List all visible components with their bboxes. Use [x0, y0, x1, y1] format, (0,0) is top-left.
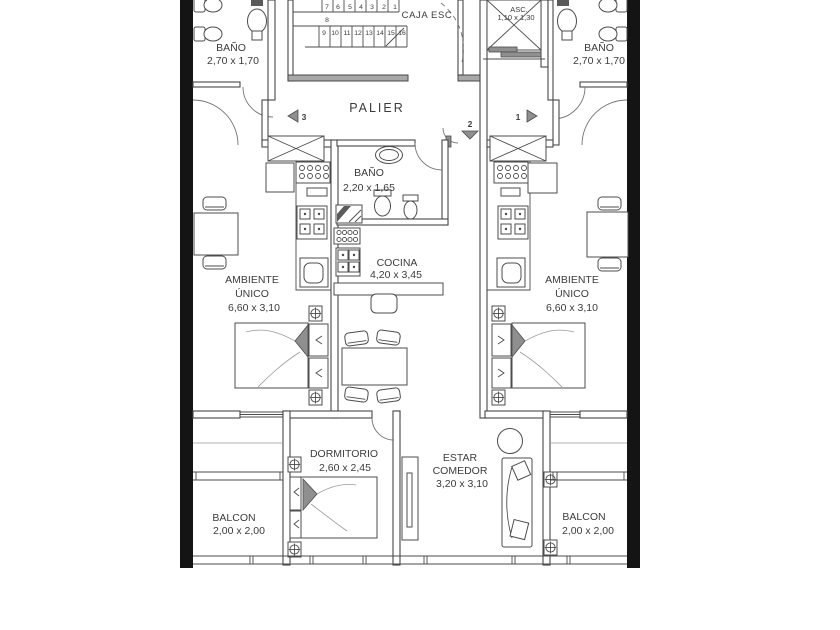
wall — [442, 140, 448, 225]
bidet-tank — [403, 195, 418, 201]
stair-step-number: 13 — [365, 30, 373, 37]
counter — [334, 283, 443, 295]
room-label: COMEDOR — [432, 465, 488, 477]
wall — [548, 0, 553, 100]
sink-pedestal — [252, 31, 262, 40]
counter-box — [307, 188, 327, 196]
bottom-slab — [193, 556, 627, 564]
apartment-right — [487, 136, 628, 405]
stair-step-number: 1 — [393, 4, 397, 11]
stair-step-number: 2 — [382, 4, 386, 11]
column-marker — [544, 540, 557, 555]
column-marker — [544, 472, 557, 487]
unit-number: 3 — [301, 112, 307, 122]
door-arc — [372, 418, 394, 440]
room-dims: 6,60 x 3,10 — [228, 302, 280, 314]
stair-step-number: 4 — [359, 4, 363, 11]
door-arc — [415, 143, 442, 170]
wall — [262, 100, 268, 145]
room-dims: 2,00 x 2,00 — [562, 525, 614, 537]
stair-step-number: 16 — [398, 30, 406, 37]
wardrobe-door — [407, 473, 412, 527]
door-arc — [582, 100, 627, 145]
room-label: AMBIENTE — [545, 274, 599, 286]
closet-box — [309, 324, 328, 356]
wall — [193, 82, 240, 87]
stair-step-number: 10 — [331, 30, 339, 37]
closet-box — [492, 358, 511, 388]
table-icon — [587, 212, 628, 257]
stair-step-number: 15 — [387, 30, 395, 37]
door-arc — [193, 100, 238, 145]
room-label: BAÑO — [216, 42, 246, 54]
bidet-icon — [404, 201, 417, 219]
room-label: ESTAR — [442, 452, 478, 464]
room-label-asc: ASC. — [510, 5, 528, 14]
sink-icon — [304, 263, 323, 283]
dining-table-center — [342, 330, 407, 404]
wall — [393, 411, 400, 565]
chair-icon — [203, 197, 226, 210]
room-label: BAÑO — [354, 167, 384, 179]
sink-icon — [248, 9, 267, 33]
drainer-sink-icon — [296, 162, 330, 183]
room-label-palier: PALIER — [349, 101, 405, 115]
room-dims: 2,70 x 1,70 — [207, 55, 259, 67]
fridge-icon — [266, 163, 294, 192]
room-dims: 2,20 x 1,65 — [343, 182, 395, 194]
window — [240, 412, 283, 417]
room-dims: 2,60 x 2,45 — [319, 462, 371, 474]
column-marker — [309, 306, 322, 321]
living-dining-estar — [433, 411, 557, 565]
wall — [580, 82, 627, 87]
closet-box — [309, 358, 328, 388]
room-label: BALCON — [212, 512, 256, 524]
unit-number: 2 — [467, 119, 473, 129]
wall-slab — [458, 75, 483, 81]
room-label: BAÑO — [584, 42, 614, 54]
room-dims: 6,60 x 3,10 — [546, 302, 598, 314]
stair-step-number: 14 — [376, 30, 384, 37]
wall — [553, 100, 559, 145]
wall — [541, 0, 548, 67]
stair-step-number: 5 — [348, 4, 352, 11]
column-marker — [288, 457, 301, 472]
wall — [268, 0, 275, 100]
stair-step-number: 9 — [322, 30, 326, 37]
column-marker — [288, 542, 301, 557]
sink-icon — [502, 263, 521, 283]
fridge-icon — [528, 163, 557, 193]
chair-icon — [344, 330, 369, 346]
balcony-left — [193, 443, 283, 537]
shelf-icon — [251, 0, 263, 6]
chair-icon — [376, 387, 401, 403]
closet-box — [492, 324, 511, 356]
stair-step-number: 3 — [370, 4, 374, 11]
stair-landing-number: 8 — [325, 17, 329, 24]
room-label: BALCON — [562, 511, 606, 523]
sink-pedestal — [562, 31, 572, 40]
chair-icon — [376, 330, 401, 346]
chair-icon — [344, 387, 369, 403]
unit-arrow-down-icon — [462, 131, 478, 139]
stair-step-number: 6 — [336, 4, 340, 11]
bedroom-dormitorio — [283, 411, 418, 565]
mid-walls — [193, 411, 627, 418]
round-table-icon — [498, 429, 523, 454]
room-dims: 4,20 x 3,45 — [370, 269, 422, 281]
toilet-icon — [375, 196, 391, 216]
apartment-left — [194, 136, 331, 405]
railing — [550, 472, 627, 480]
room-label: DORMITORIO — [309, 448, 379, 460]
room-dims-asc: 1,10 x 1,30 — [497, 13, 535, 22]
staircase — [288, 0, 483, 81]
stair-step-number: 11 — [343, 30, 351, 37]
column-marker — [309, 390, 322, 405]
toilet-icon — [599, 0, 627, 12]
outer-wall-right — [627, 0, 640, 568]
bidet-icon — [599, 27, 627, 41]
unit-number: 1 — [515, 112, 521, 122]
table-icon — [194, 213, 238, 255]
sink-icon — [558, 9, 577, 33]
sink-icon — [371, 294, 397, 313]
counter-box — [501, 188, 520, 196]
unit-arrow-right-icon — [527, 110, 537, 122]
unit-arrow-left-icon — [288, 110, 298, 122]
shelf-icon — [557, 0, 569, 6]
wall-slab — [288, 75, 408, 81]
room-label: ÚNICO — [555, 288, 589, 300]
column-marker — [492, 306, 505, 321]
elevator-door — [501, 52, 541, 57]
wall — [480, 0, 487, 418]
room-dims: 3,20 x 3,10 — [436, 478, 488, 490]
chair-icon — [598, 258, 621, 271]
room-label: COCINA — [376, 257, 418, 269]
chair-icon — [598, 197, 621, 210]
bed — [512, 323, 585, 388]
room-dims: 2,70 x 1,70 — [573, 55, 625, 67]
outer-wall-left — [180, 0, 193, 568]
bidet-icon — [194, 27, 222, 41]
wall — [331, 140, 338, 418]
room-dims: 2,00 x 2,00 — [213, 525, 265, 537]
bed — [301, 477, 377, 538]
wall — [337, 140, 415, 146]
railing — [193, 472, 283, 480]
bed — [235, 323, 308, 388]
elevator-door — [489, 47, 517, 52]
toilet-icon — [194, 0, 222, 12]
room-label: ÚNICO — [235, 288, 269, 300]
column-marker — [492, 390, 505, 405]
balcony-right — [550, 443, 627, 537]
stair-step-number: 12 — [354, 30, 362, 37]
chair-icon — [203, 256, 226, 269]
table-icon — [342, 348, 407, 385]
drainer-sink-icon — [494, 162, 528, 183]
room-label-caja-esc: CAJA ESC — [401, 10, 453, 21]
stair-step-number: 7 — [325, 4, 329, 11]
room-label: AMBIENTE — [225, 274, 279, 286]
bathroom-top-left — [193, 0, 275, 117]
